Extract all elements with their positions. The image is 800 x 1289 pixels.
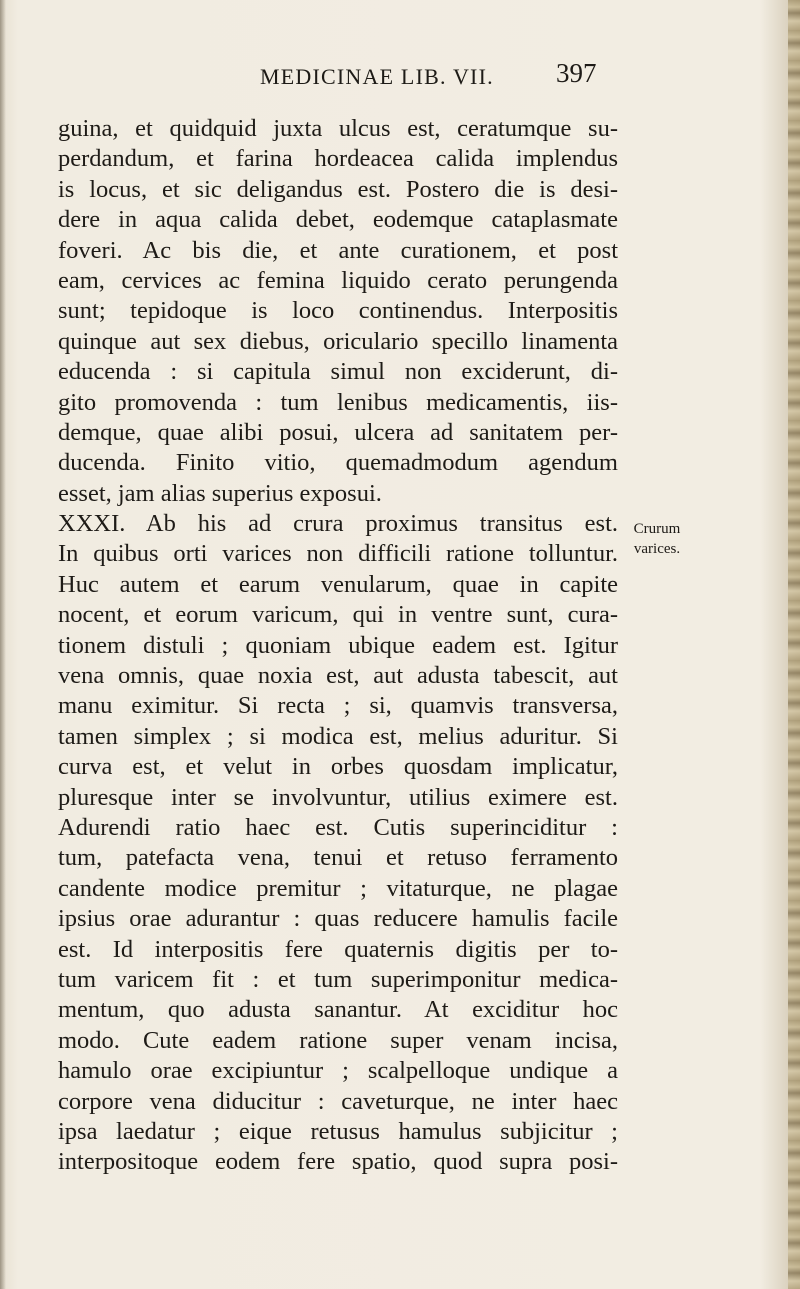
text-line: ipsius orae adurantur : quas reducere hamulis facile [58,905,618,933]
text-line: candente modice premitur ; vitaturque, ne plagae [58,874,618,902]
text-line: manu eximitur. Si recta ; si, quamvis transversa, [58,692,618,720]
text-line: guina, et quidquid juxta ulcus est, ceratumque su- [58,115,618,142]
text-line: hamulo orae excipiuntur ; scalpelloque undique a [58,1057,618,1085]
text-line: perdandum, et farina hordeacea calida implendus [58,145,618,173]
text-line: pluresque inter se involvuntur, utilius eximere est. [58,783,618,811]
text-line: tum varicem fit : et tum superimponitur medica- [58,965,618,993]
text-line: ducenda. Finito vitio, quemadmodum agendum [58,449,618,477]
text-line: demque, quae alibi posui, ulcera ad sanitatem per- [58,418,618,446]
text-line: ipsa laedatur ; eique retusus hamulus subjicitur ; [58,1117,618,1145]
text-line: corpore vena diducitur : caveturque, ne inter haec [58,1087,618,1115]
marginal-note [622,519,692,559]
text-line: nocent, et eorum varicum, qui in ventre sunt, cura- [58,601,618,629]
text-line: quinque aut sex diebus, oriculario specillo linamenta [58,327,618,355]
marginal-note-line: varices. [633,541,681,557]
text-line: Adurendi ratio haec est. Cutis superinciditur : [58,813,618,841]
text-line: In quibus orti varices non difficili ratione tolluntur. [58,540,618,568]
text-line: modo. Cute eadem ratione super venam incisa, [58,1026,618,1054]
marginal-note-line: Crurum [633,521,681,537]
gutter-shadow [0,0,6,1289]
page-edge [788,0,800,1289]
text-line: mentum, quo adusta sanantur. At exciditur hoc [58,996,618,1024]
text-line: Huc autem et earum venularum, quae in capite [58,570,618,598]
text-line: is locus, et sic deligandus est. Postero die is desi- [58,175,618,203]
text-line: XXXI. Ab his ad crura proximus transitus est. [58,510,618,538]
text-line: curva est, et velut in orbes quosdam implicatur, [58,753,618,781]
text-line: esset, jam alias superius exposui. [58,479,382,507]
text-line: eam, cervices ac femina liquido cerato perungenda [58,266,618,294]
text-line: interpositoque eodem fere spatio, quod supra posi- [58,1148,618,1176]
text-line: educenda : si capitula simul non exciderunt, di- [58,358,618,386]
body-text [58,114,618,1178]
text-line: tum, patefacta vena, tenui et retuso ferramento [58,844,618,872]
text-line: tamen simplex ; si modica est, melius aduritur. Si [58,722,618,750]
page-number: 397 [556,58,597,88]
page-header [0,58,800,98]
running-title: MEDICINAE LIB. VII. [260,64,494,89]
text-line: sunt; tepidoque is loco continendus. Interpositis [58,297,618,325]
text-line: foveri. Ac bis die, et ante curationem, et post [58,236,618,264]
text-line: est. Id interpositis fere quaternis digitis per to- [58,935,618,963]
text-line: gito promovenda : tum lenibus medicamentis, iis- [58,388,618,416]
text-line: dere in aqua calida debet, eodemque cataplasmate [58,206,618,234]
text-line: vena omnis, quae noxia est, aut adusta tabescit, aut [58,662,618,690]
text-line: tionem distuli ; quoniam ubique eadem est. Igitur [58,631,618,659]
